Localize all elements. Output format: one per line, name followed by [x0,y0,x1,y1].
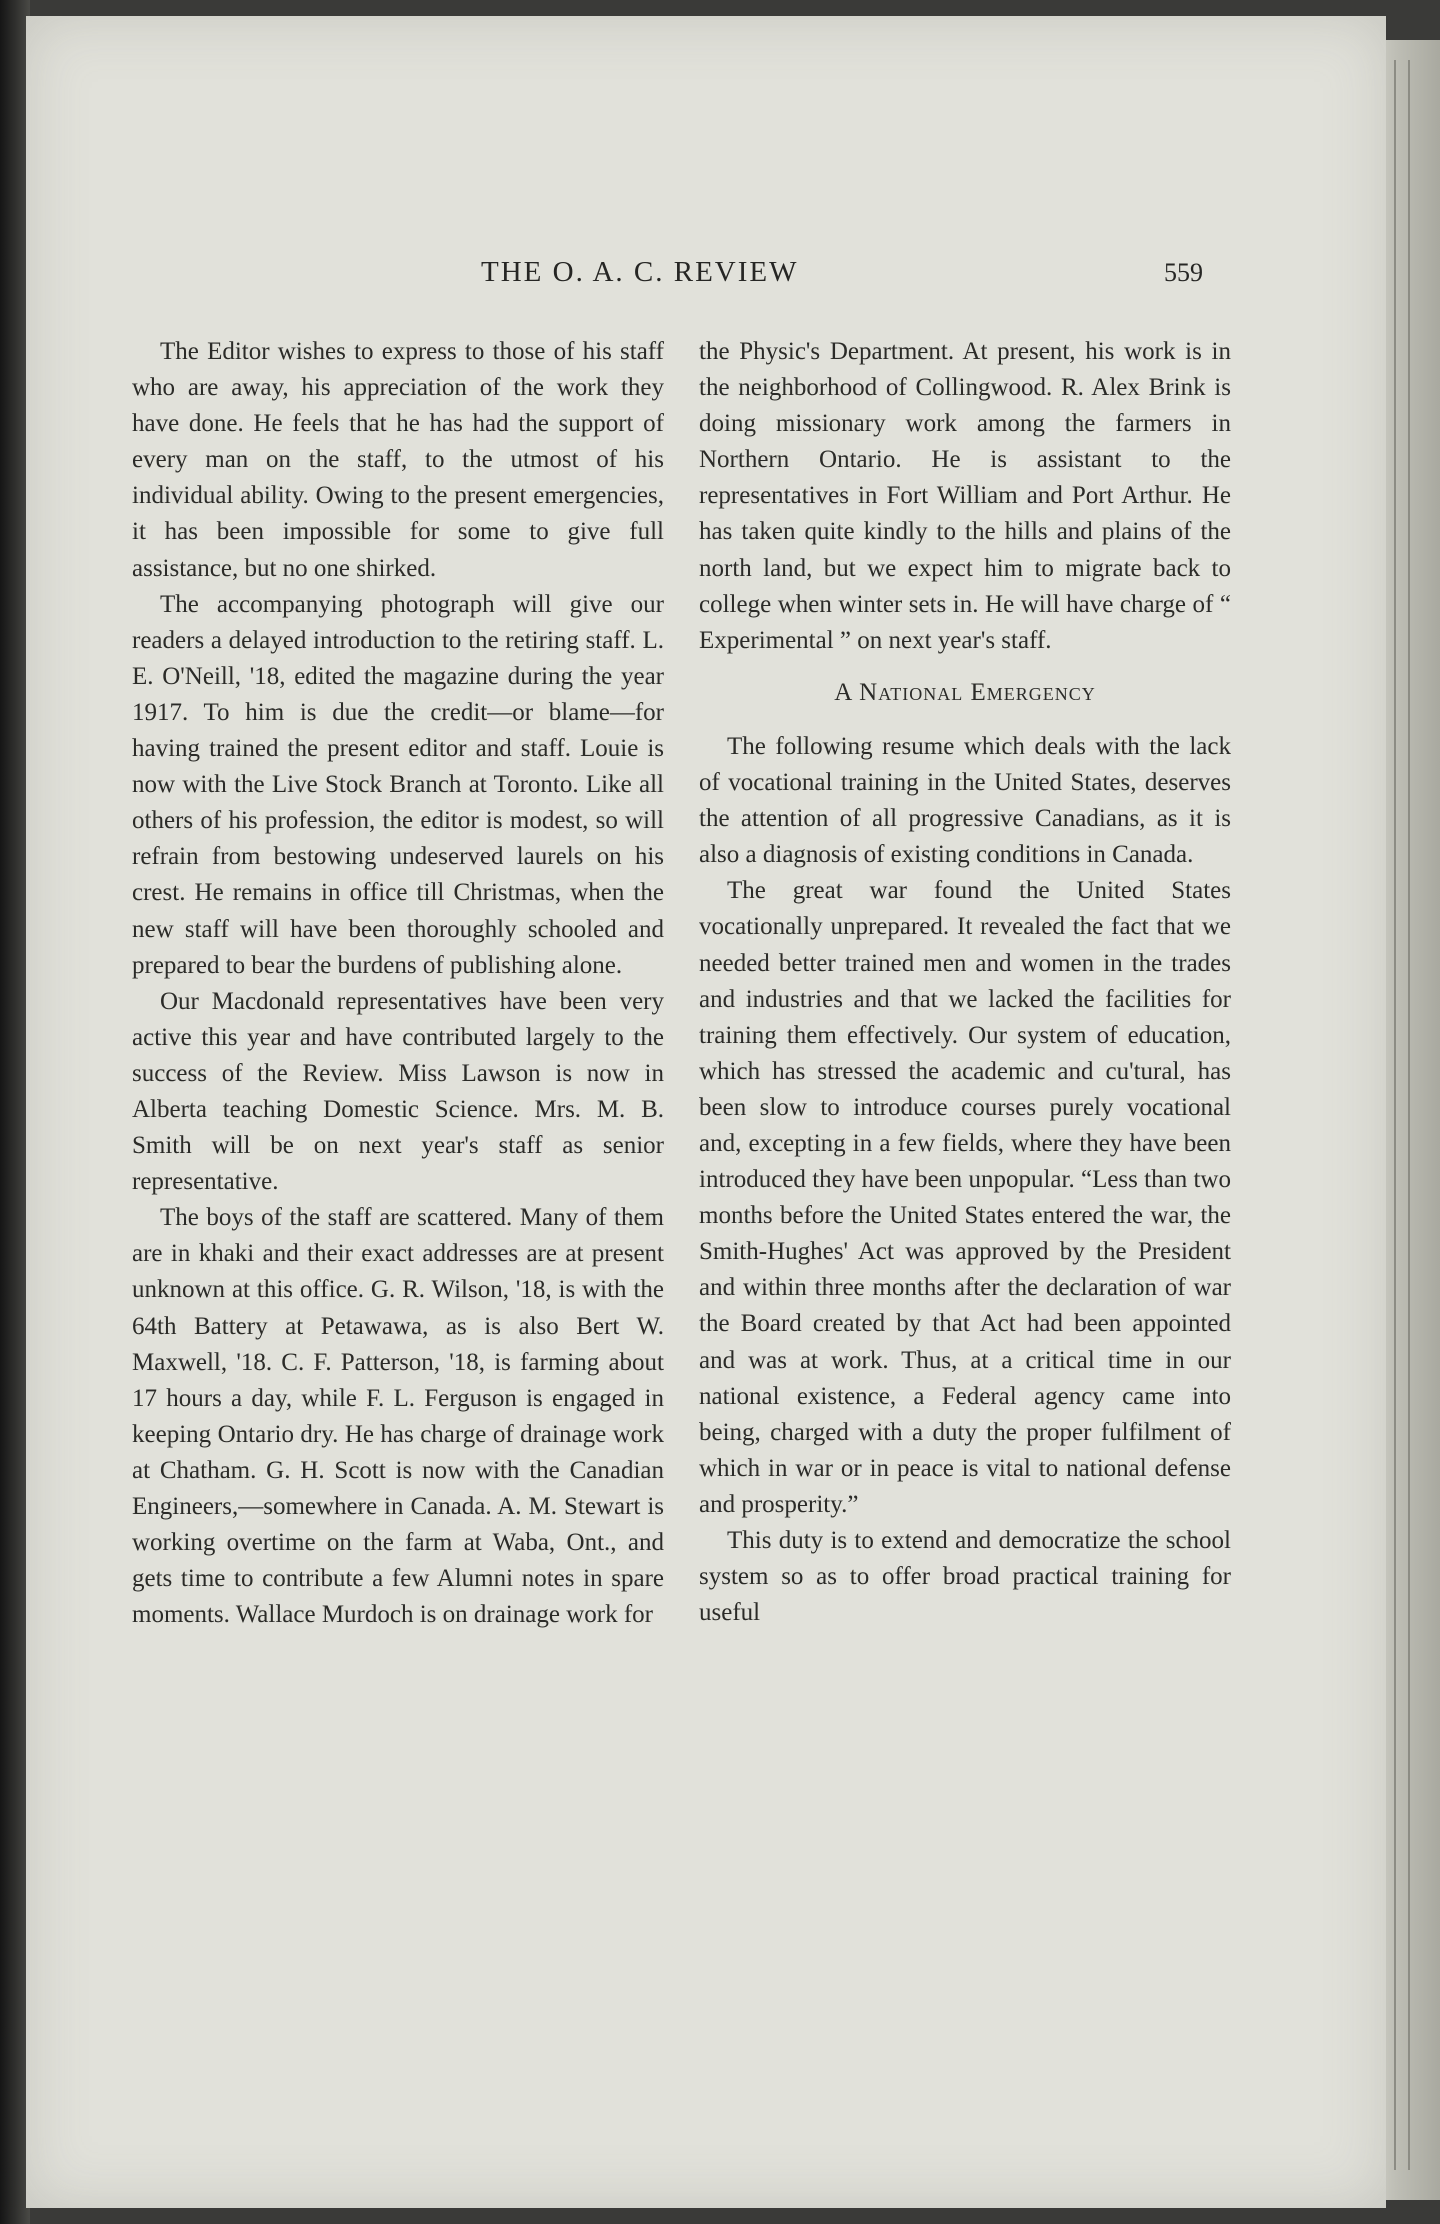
book-page [26,16,1386,2208]
paragraph-retiring-staff: The accompanying photograph will give our readers a delayed introduction to the retiring staff. L. E. O'Neill, '18, edited the magazine during the year 1917. To him is due the credit—or blame—for having trained the present editor and staff. Louie is now with the Live Stock Branch at Toronto. Like all others of his profession, the editor is modest, so will refrain from bestowing undeserved laurels on his crest. He remains in office till Christmas, when the new staff will have been thoroughly schooled and prepared to bear the burdens of publishing alone. [132,590,664,979]
section-heading: A National Emergency [834,678,1096,706]
paragraph-continuation: the Physic's Department. At present, his work is in the neighborhood of Collingwood. R. Alex Brink is doing missionary work among the farmers in Northern Ontario. He is assistant to the representatives in Fort William and Port Arthur. He has taken quite kindly to the hills and plains of the north land, but we expect him to migrate back to college when winter sets in. He will have charge of “ Experimental ” on next year's staff. [699,338,1231,654]
journal-title: THE O. A. C. REVIEW [481,256,799,288]
paragraph-macdonald-representatives: Our Macdonald representatives have been very active this year and have contributed largely to the success of the Review. Miss Lawson is now in Alberta teaching Domestic Science. Mrs. M. B. Smith will be on next year's staff as senior representative. [132,987,664,1196]
paragraph-staff-scattered: The boys of the staff are scattered. Many of them are in khaki and their exact addresses are at present unknown at this office. G. R. Wilson, '18, is with the 64th Battery at Petawawa, as is also Bert W. Maxwell, '18. C. F. Patterson, '18, is farming about 17 hours a day, while F. L. Ferguson is engaged in keeping Ontario dry. He has charge of drainage work at Chatham. G. H. Scott is now with the Canadian Engineers,—somewhere in Canada. A. M. Stewart is working overtime on the farm at Waba, Ont., and gets time to contribute a few Alumni notes in spare moments. Wallace Murdoch is on drainage work for [132,1204,664,1629]
paragraph-editor-thanks: The Editor wishes to express to those of his staff who are away, his appreciation of the work they have done. He feels that he has had the support of every man on the staff, to the utmost of his individual ability. Owing to the present emergencies, it has been impossible for some to give full assistance, but no one shirked. [132,338,664,582]
left-column [132,334,664,1633]
paragraph-duty: This duty is to extend and democratize the school system so as to offer broad practical training for useful [699,1527,1231,1627]
scan-page-edge-line [1394,60,1396,2170]
running-head [26,256,1386,296]
right-column [699,334,1231,1631]
page-number: 559 [1164,258,1203,287]
paragraph-resume-intro: The following resume which deals with the lack of vocational training in the United States, deserves the attention of all progressive Canadians, as it is also a diagnosis of existing conditions in Canada. [699,732,1231,869]
paragraph-great-war: The great war found the United States vocationally unprepared. It revealed the fact that we needed better trained men and women in the trades and industries and that we lacked the facilities for training them effectively. Our system of education, which has stressed the academic and cu'tural, has been slow to introduce courses purely vocational and, excepting in a few fields, where they have been introduced they have been unpopular. “Less than two months before the United States entered the war, the Smith-Hughes' Act was approved by the President and within three months after the declaration of war the Board created by that Act had been appointed and was at work. Thus, at a critical time in our national existence, a Federal agency came into being, charged with a duty the proper fulfilment of which in war or in peace is vital to national defense and prosperity.” [699,877,1231,1518]
scan-page-edge-line [1408,60,1410,2170]
